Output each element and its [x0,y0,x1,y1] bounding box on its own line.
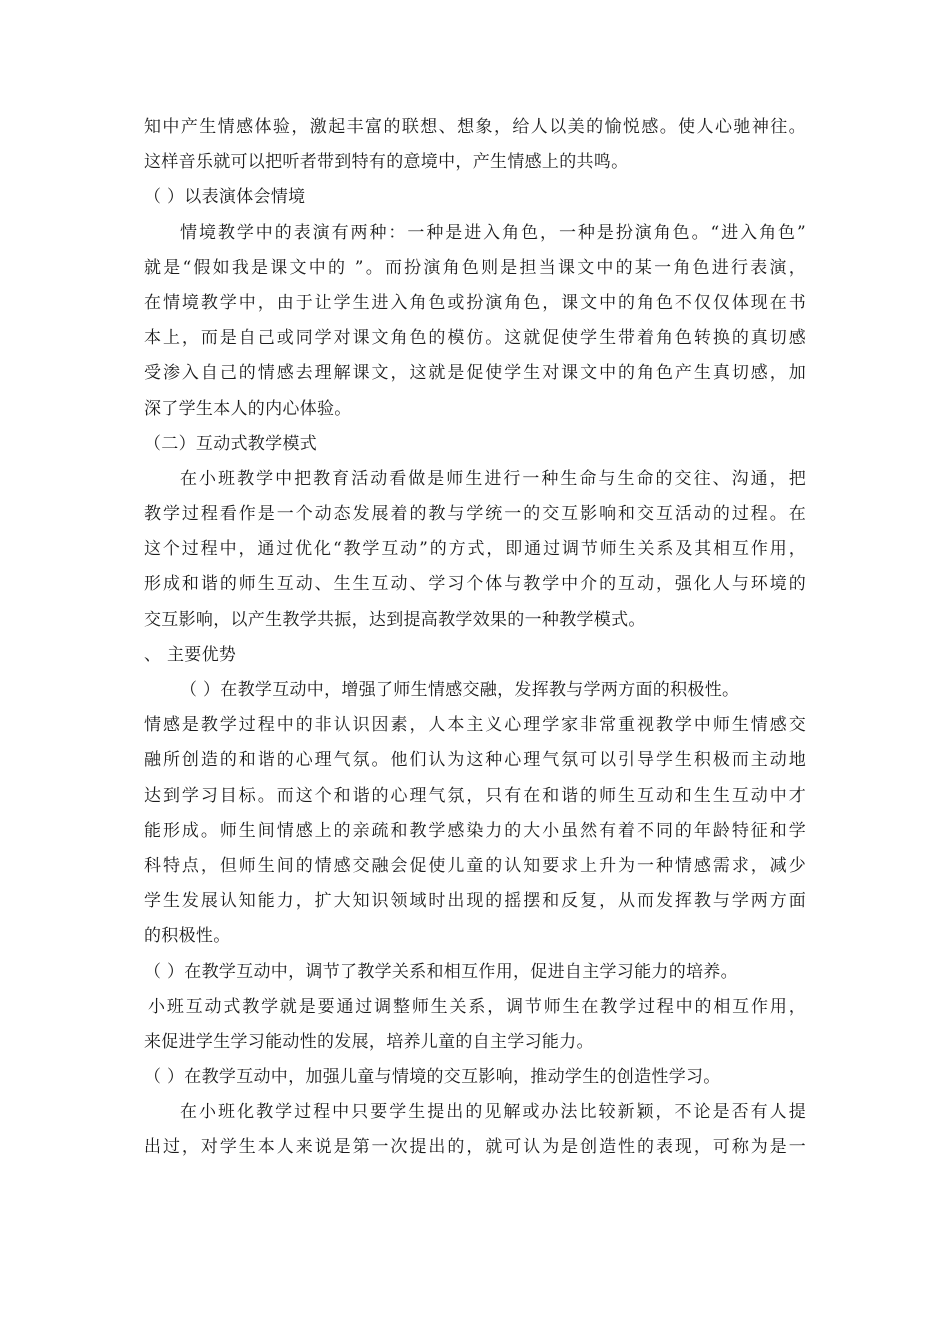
body-text-line: 形成和谐的师生互动、生生互动、学习个体与教学中介的互动，强化人与环境的 [144,574,806,595]
subsection-heading: （ ）在教学互动中，加强儿童与情境的交互影响，推动学生的创造性学习。 [144,1067,721,1088]
document-body [144,110,806,1166]
body-text-line: 在情境教学中，由于让学生进入角色或扮演角色，课文中的角色不仅仅体现在书 [144,292,806,313]
body-text-line: 交互影响，以产生教学共振，达到提高教学效果的一种教学模式。 [144,609,646,630]
section-heading: （二）互动式教学模式 [144,433,317,454]
body-text-line: 这样音乐就可以把听者带到特有的意境中，产生情感上的共鸣。 [144,152,629,173]
paragraph-first-line: 在小班教学中把教育活动看做是师生进行一种生命与生命的交往、沟通，把 [180,468,806,489]
body-text-line: 小班互动式教学就是要通过调整师生关系，调节师生在教学过程中的相互作用， [148,996,806,1017]
body-text-line: 深了学生本人的内心体验。 [144,398,352,419]
body-text-line: 科特点，但师生间的情感交融会促使儿童的认知要求上升为一种情感需求，减少 [144,855,806,876]
body-text-line: 的积极性。 [144,926,231,947]
body-text-line: 来促进学生学习能动性的发展，培养儿童的自主学习能力。 [144,1031,594,1052]
body-text-line: 情感是教学过程中的非认识因素，人本主义心理学家非常重视教学中师生情感交 [144,715,806,736]
body-text-line: 本上，而是自己或同学对课文角色的模仿。这就促使学生带着角色转换的真切感 [144,328,806,349]
body-text-line: 融所创造的和谐的心理气氛。他们认为这种心理气氛可以引导学生积极而主动地 [144,750,806,771]
paragraph-first-line: 情境教学中的表演有两种：一种是进入角色，一种是扮演角色。“进入角色” [180,222,806,243]
body-text-line: 教学过程看作是一个动态发展着的教与学统一的交互影响和交互活动的过程。在 [144,504,806,525]
subsection-heading: （ ）在教学互动中，调节了教学关系和相互作用，促进自主学习能力的培养。 [144,961,738,982]
subsection-heading: 、 主要优势 [144,644,237,665]
body-text-line: 学生发展认知能力，扩大知识领域时出现的摇摆和反复，从而发挥教与学两方面 [144,891,806,912]
body-text-line: 达到学习目标。而这个和谐的心理气氛，只有在和谐的师生互动和生生互动中才 [144,785,806,806]
body-text-line: 就是“假如我是课文中的 ”。而扮演角色则是担当课文中的某一角色进行表演， [144,257,806,278]
body-text-line: 受渗入自己的情感去理解课文，这就是促使学生对课文中的角色产生真切感，加 [144,363,806,384]
body-text-line: 知中产生情感体验，激起丰富的联想、想象，给人以美的愉悦感。使人心驰神往。 [144,117,806,137]
body-text-line: 出过，对学生本人来说是第一次提出的，就可认为是创造性的表现，可称为是一 [144,1137,806,1158]
subsection-heading: （ ）在教学互动中，增强了师生情感交融，发挥教与学两方面的积极性。 [180,680,740,700]
body-text-line: 这个过程中，通过优化“教学互动”的方式，即通过调节师生关系及其相互作用， [144,539,806,560]
paragraph-first-line: 在小班化教学过程中只要学生提出的见解或办法比较新颖，不论是否有人提 [180,1102,806,1123]
body-text-line: 能形成。师生间情感上的亲疏和教学感染力的大小虽然有着不同的年龄特征和学 [144,820,806,841]
section-heading: （ ）以表演体会情境 [144,187,306,208]
